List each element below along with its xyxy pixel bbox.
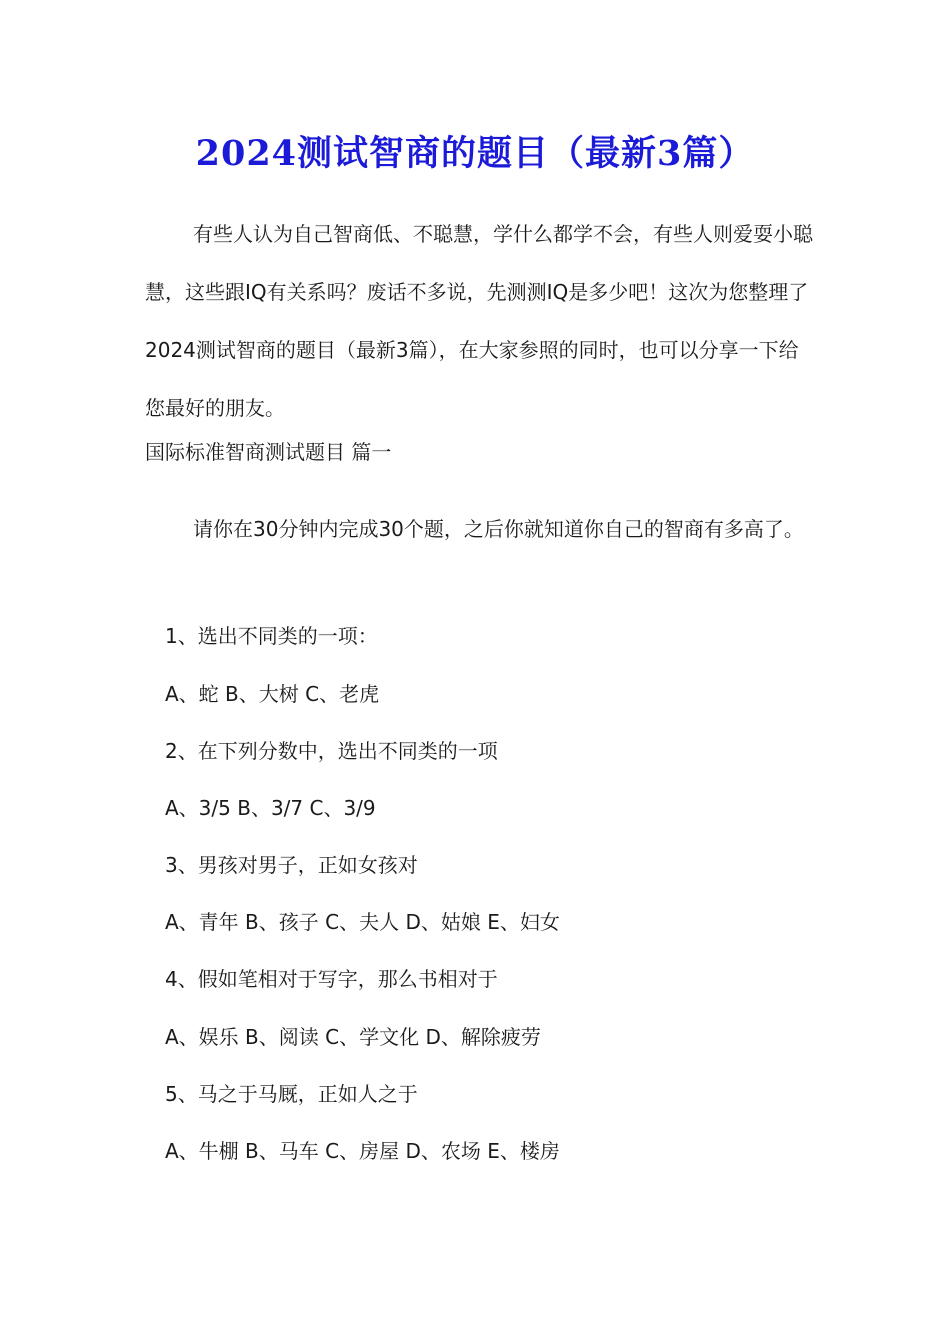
question-4-options: A、娱乐 B、阅读 C、学文化 D、解除疲劳 xyxy=(165,1025,541,1049)
question-1: 1、选出不同类的一项： xyxy=(165,624,378,648)
document-title: 2024测试智商的题目（最新3篇） xyxy=(195,133,755,174)
question-5: 5、马之于马厩，正如人之于 xyxy=(165,1082,418,1106)
question-5-options: A、牛棚 B、马车 C、房屋 D、农场 E、楼房 xyxy=(165,1139,560,1163)
question-3: 3、男孩对男子，正如女孩对 xyxy=(165,853,418,877)
instruction-paragraph: 请你在30分钟内完成30个题，之后你就知道你自己的智商有多高了。 xyxy=(193,517,804,541)
question-1-options: A、蛇 B、大树 C、老虎 xyxy=(165,682,380,706)
question-2: 2、在下列分数中，选出不同类的一项 xyxy=(165,739,498,763)
question-2-options: A、3/5 B、3/7 C、3/9 xyxy=(165,796,376,820)
question-4: 4、假如笔相对于写字，那么书相对于 xyxy=(165,967,498,991)
section-heading: 国际标准智商测试题目 篇一 xyxy=(145,440,392,464)
intro-paragraph: 有些人认为自己智商低、不聪慧，学什么都学不会，有些人则爱耍小聪慧，这些跟IQ有关系吗？废话不多说，先测测IQ是多少吧！这次为您整理了2024测试智商的题目（最新3篇），在大家参照的同时，也可以分享一下给您最好的朋友。 xyxy=(145,222,813,420)
question-3-options: A、青年 B、孩子 C、夫人 D、姑娘 E、妇女 xyxy=(165,910,560,934)
